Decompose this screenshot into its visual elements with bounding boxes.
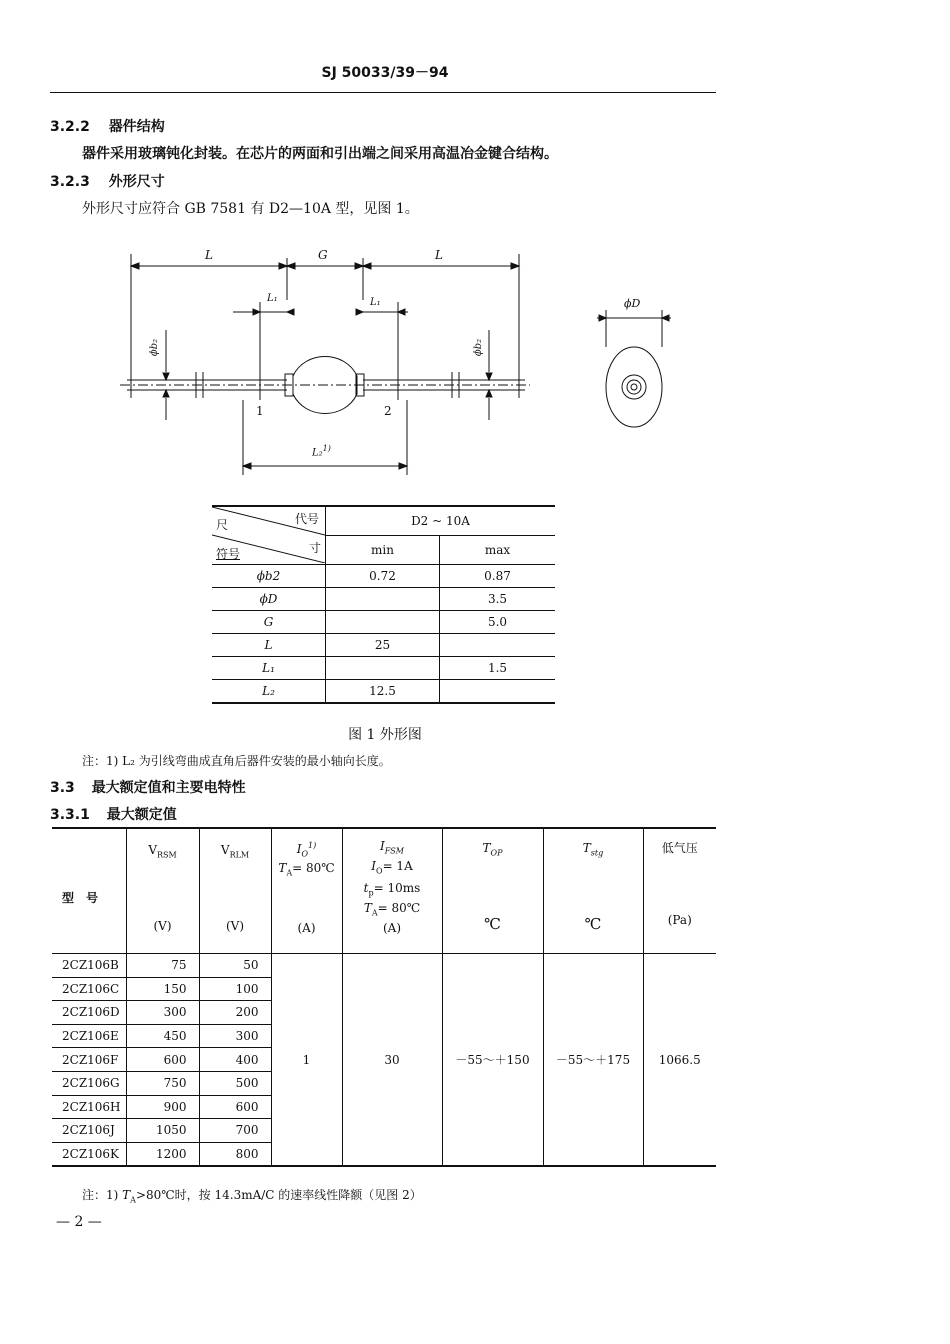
dim-min: 0.72 <box>326 565 440 588</box>
label-phiD: ϕD <box>624 297 641 310</box>
dim-row <box>212 634 555 657</box>
section-323-title: 外形尺寸 <box>108 174 165 190</box>
cell-vrsm: 150 <box>126 977 199 1001</box>
cell-vrlm: 700 <box>199 1119 271 1143</box>
dim-sym: G <box>212 611 326 634</box>
label-lead-1: 1 <box>256 404 264 418</box>
cell-vrlm: 800 <box>199 1142 271 1166</box>
cell-model: 2CZ106B <box>52 954 126 978</box>
dim-row <box>212 657 555 680</box>
header-vrlm: $V_{RLM}$ (V) <box>199 828 271 954</box>
dim-max: 1.5 <box>440 657 556 680</box>
table-row <box>52 954 716 978</box>
section-322-title: 器件结构 <box>108 119 165 135</box>
header-vrsm: $V_{RSM}$ (V) <box>126 828 199 954</box>
cell-vrlm: 600 <box>199 1095 271 1119</box>
cell-vrlm: 300 <box>199 1024 271 1048</box>
cell-vrlm: 500 <box>199 1071 271 1095</box>
header-model: 型 号 <box>52 828 126 954</box>
section-323-number: 3.2.3 <box>50 174 90 190</box>
dim-min: 12.5 <box>326 680 440 704</box>
dim-sym: L₂ <box>212 680 326 704</box>
outline-drawing <box>0 0 950 500</box>
max-rating-table <box>52 827 716 1167</box>
cell-tstg-merged: －55～＋175 <box>543 954 643 1167</box>
corner-mid-right: 寸 <box>308 541 321 555</box>
dim-min <box>326 611 440 634</box>
document-id: SJ 50033/39－94 <box>321 65 449 81</box>
cell-model: 2CZ106D <box>52 1001 126 1025</box>
label-L-left: L <box>205 248 213 262</box>
header-low-pressure: 低气压 (Pa) <box>643 828 716 954</box>
cell-vrsm: 1050 <box>126 1119 199 1143</box>
rating-note: 注：1) $T_A>80℃$时，按 14.3mA/C 的速率线性降额（见图 2） <box>82 1188 422 1205</box>
cell-model: 2CZ106H <box>52 1095 126 1119</box>
label-b2-right: ϕb₂ <box>473 338 485 357</box>
dim-sym: ϕb2 <box>212 565 326 588</box>
label-L1-left: L₁ <box>267 293 278 304</box>
dim-min <box>326 588 440 611</box>
dim-sym: L₁ <box>212 657 326 680</box>
cell-ifsm-merged: 30 <box>342 954 442 1167</box>
cell-vrsm: 300 <box>126 1001 199 1025</box>
section-33-number: 3.3 <box>50 780 75 796</box>
section-323-body: 外形尺寸应符合 GB 7581 有 D2—10A 型，见图 1。 <box>82 201 419 217</box>
cell-lp-merged: 1066.5 <box>643 954 716 1167</box>
dim-max: 5.0 <box>440 611 556 634</box>
dimension-table <box>212 505 555 704</box>
section-331-number: 3.3.1 <box>50 807 90 823</box>
dim-min <box>326 657 440 680</box>
cell-vrlm: 200 <box>199 1001 271 1025</box>
label-L-right: L <box>435 248 443 262</box>
label-G: G <box>318 248 328 262</box>
dim-max: 3.5 <box>440 588 556 611</box>
label-lead-2: 2 <box>384 404 392 418</box>
cell-model: 2CZ106J <box>52 1119 126 1143</box>
cell-io-merged: 1 <box>271 954 342 1167</box>
label-b2-left: ϕb₂ <box>149 338 161 357</box>
section-331-title: 最大额定值 <box>106 807 177 823</box>
dim-type-header: D2 ~ 10A <box>326 506 556 536</box>
cell-vrsm: 450 <box>126 1024 199 1048</box>
cell-model: 2CZ106K <box>52 1142 126 1166</box>
dim-col-max: max <box>440 536 556 565</box>
cell-model: 2CZ106C <box>52 977 126 1001</box>
dim-col-min: min <box>326 536 440 565</box>
figure-caption: 图 1 外形图 <box>348 727 422 743</box>
figure-note: 注：1) L₂ 为引线弯曲成直角后器件安装的最小轴向长度。 <box>82 754 391 768</box>
section-322-number: 3.2.2 <box>50 119 90 135</box>
dim-row <box>212 611 555 634</box>
dim-min: 25 <box>326 634 440 657</box>
header-top: $T_{OP}$ ℃ <box>442 828 543 954</box>
cell-vrlm: 400 <box>199 1048 271 1072</box>
page-number: — 2 — <box>56 1214 102 1230</box>
cell-vrlm: 100 <box>199 977 271 1001</box>
dim-corner-cell <box>212 506 326 565</box>
dim-row <box>212 588 555 611</box>
cell-vrlm: 50 <box>199 954 271 978</box>
cell-vrsm: 600 <box>126 1048 199 1072</box>
header-tstg: $T_{stg}$ ℃ <box>543 828 643 954</box>
cell-vrsm: 1200 <box>126 1142 199 1166</box>
cell-model: 2CZ106E <box>52 1024 126 1048</box>
corner-mid-left: 尺 <box>216 518 229 532</box>
section-322-body: 器件采用玻璃钝化封装。在芯片的两面和引出端之间采用高温冶金键合结构。 <box>82 146 558 162</box>
dim-sym: L <box>212 634 326 657</box>
header-io: $I_O^{1)}$ $T_A=$ 80℃ (A) <box>271 828 342 954</box>
section-33-heading <box>50 777 246 797</box>
label-L1-right: L₁ <box>370 297 381 308</box>
dim-row <box>212 680 555 704</box>
dim-max: 0.87 <box>440 565 556 588</box>
label-L2: L₂$^{1)}$ <box>312 444 331 459</box>
header-ifsm: $I_{FSM}$ $I_O= 1A$ $t_p= 10ms$ $T_A=$ 80℃ (A) <box>342 828 442 954</box>
cell-model: 2CZ106F <box>52 1048 126 1072</box>
dim-max <box>440 680 556 704</box>
cell-vrsm: 750 <box>126 1071 199 1095</box>
corner-bottom: 符号 <box>216 547 241 561</box>
section-33-title: 最大额定值和主要电特性 <box>91 780 246 796</box>
cell-vrsm: 75 <box>126 954 199 978</box>
cell-vrsm: 900 <box>126 1095 199 1119</box>
section-331-heading <box>50 804 177 824</box>
dim-max <box>440 634 556 657</box>
cell-top-merged: －55～＋150 <box>442 954 543 1167</box>
dim-sym: ϕD <box>212 588 326 611</box>
dim-row <box>212 565 555 588</box>
corner-top: 代号 <box>294 512 319 526</box>
cell-model: 2CZ106G <box>52 1071 126 1095</box>
